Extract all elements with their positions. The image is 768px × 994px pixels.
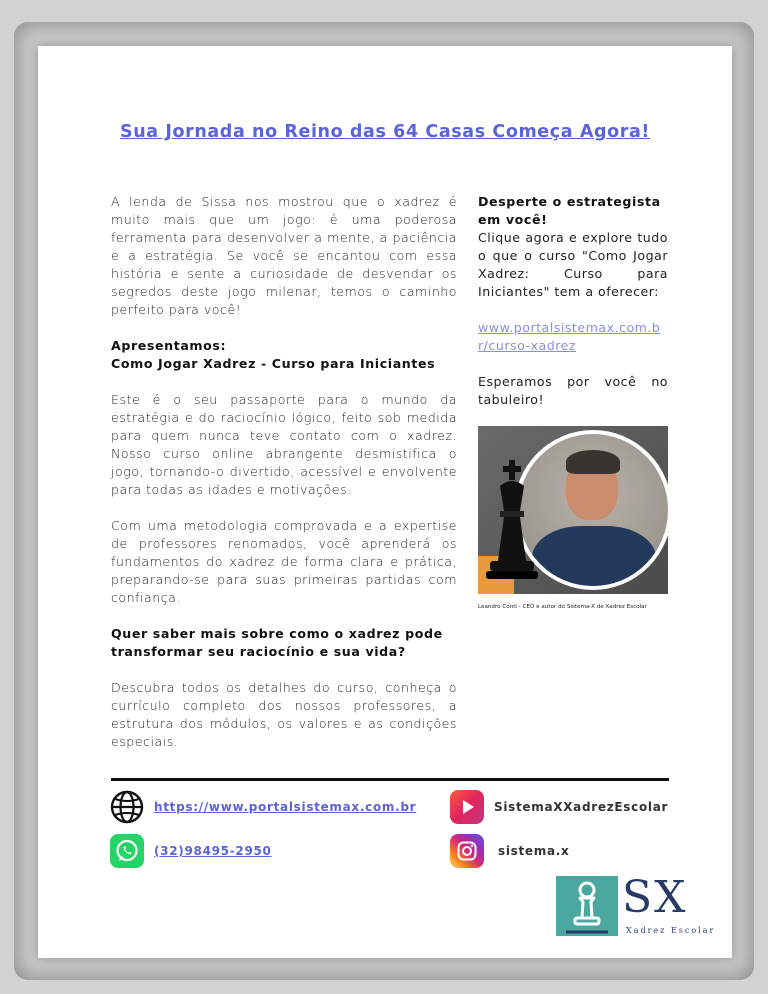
chess-king-icon [478, 456, 548, 586]
course-link[interactable]: www.portalsistemax.com.br/curso-xadrez [478, 320, 661, 353]
author-photo [478, 426, 668, 594]
website-link[interactable]: https://www.portalsistemax.com.br [154, 800, 417, 814]
right-column [478, 193, 668, 427]
globe-icon [110, 790, 144, 824]
logo-letters: SX [622, 872, 688, 923]
course-name: Como Jogar Xadrez - Curso para Iniciantes [111, 356, 436, 371]
passport-paragraph: Este é o seu passaporte para o mundo da estratégia e do raciocínio lógico, feito sob medida para quem nunca teve contato com o xadrez. Nosso curso online abrangente desmistifica o jogo, tornando-o divertido, acessível e envolvente para todas as idades e motivações. [111, 392, 457, 497]
present-label: Apresentamos: [111, 338, 227, 353]
photo-caption: Leandro Conti - CEO e autor do Sistema-X de Xadrez Escolar [478, 604, 647, 610]
details-paragraph: Descubra todos os detalhes do curso, conheça o currículo completo dos nossos professores, a estrutura dos módulos, os valores e as condições especiais. [111, 680, 457, 749]
methodology-paragraph: Com uma metodologia comprovada e a expertise de professores renomados, você aprenderá os fundamentos do xadrez de forma clara e prática, preparando-se para suas primeiras partidas com confiança. [111, 518, 457, 605]
whatsapp-icon [110, 834, 144, 868]
logo-subtitle: Xadrez Escolar [626, 926, 716, 935]
whatsapp-number[interactable]: (32)98495-2950 [154, 844, 272, 858]
closing-paragraph: Esperamos por você no tabuleiro! [478, 374, 668, 407]
cta-heading: Desperte o estrategista em você! [478, 194, 661, 227]
contact-whatsapp[interactable] [110, 834, 272, 868]
contact-website[interactable] [110, 790, 416, 824]
course-heading [111, 337, 457, 373]
contact-youtube[interactable] [450, 790, 668, 824]
document-page [38, 46, 732, 958]
intro-paragraph: A lenda de Sissa nos mostrou que o xadrez é muito mais que um jogo: é uma poderosa ferramenta para desenvolver a mente, a paciência e a estratégia. Se você se encantou com essa história e sente a curiosidade de desvendar os segredos deste jogo milenar, temos o caminho perfeito para você! [111, 194, 457, 317]
pawn-icon [556, 876, 618, 936]
youtube-icon [450, 790, 484, 824]
youtube-channel[interactable]: SistemaXXadrezEscolar [494, 800, 669, 814]
brand-logo [556, 874, 716, 940]
divider [111, 778, 669, 781]
instagram-icon [450, 834, 484, 868]
cta-paragraph: Clique agora e explore tudo o que o curso "Como Jogar Xadrez: Curso para Iniciantes" tem a oferecer: [478, 230, 668, 299]
question-heading: Quer saber mais sobre como o xadrez pode transformar seu raciocínio e sua vida? [111, 626, 443, 659]
instagram-handle[interactable]: sistema.x [498, 844, 570, 858]
page-title: Sua Jornada no Reino das 64 Casas Começa Agora! [120, 122, 650, 142]
left-column [111, 193, 457, 769]
contact-instagram[interactable] [450, 834, 569, 868]
